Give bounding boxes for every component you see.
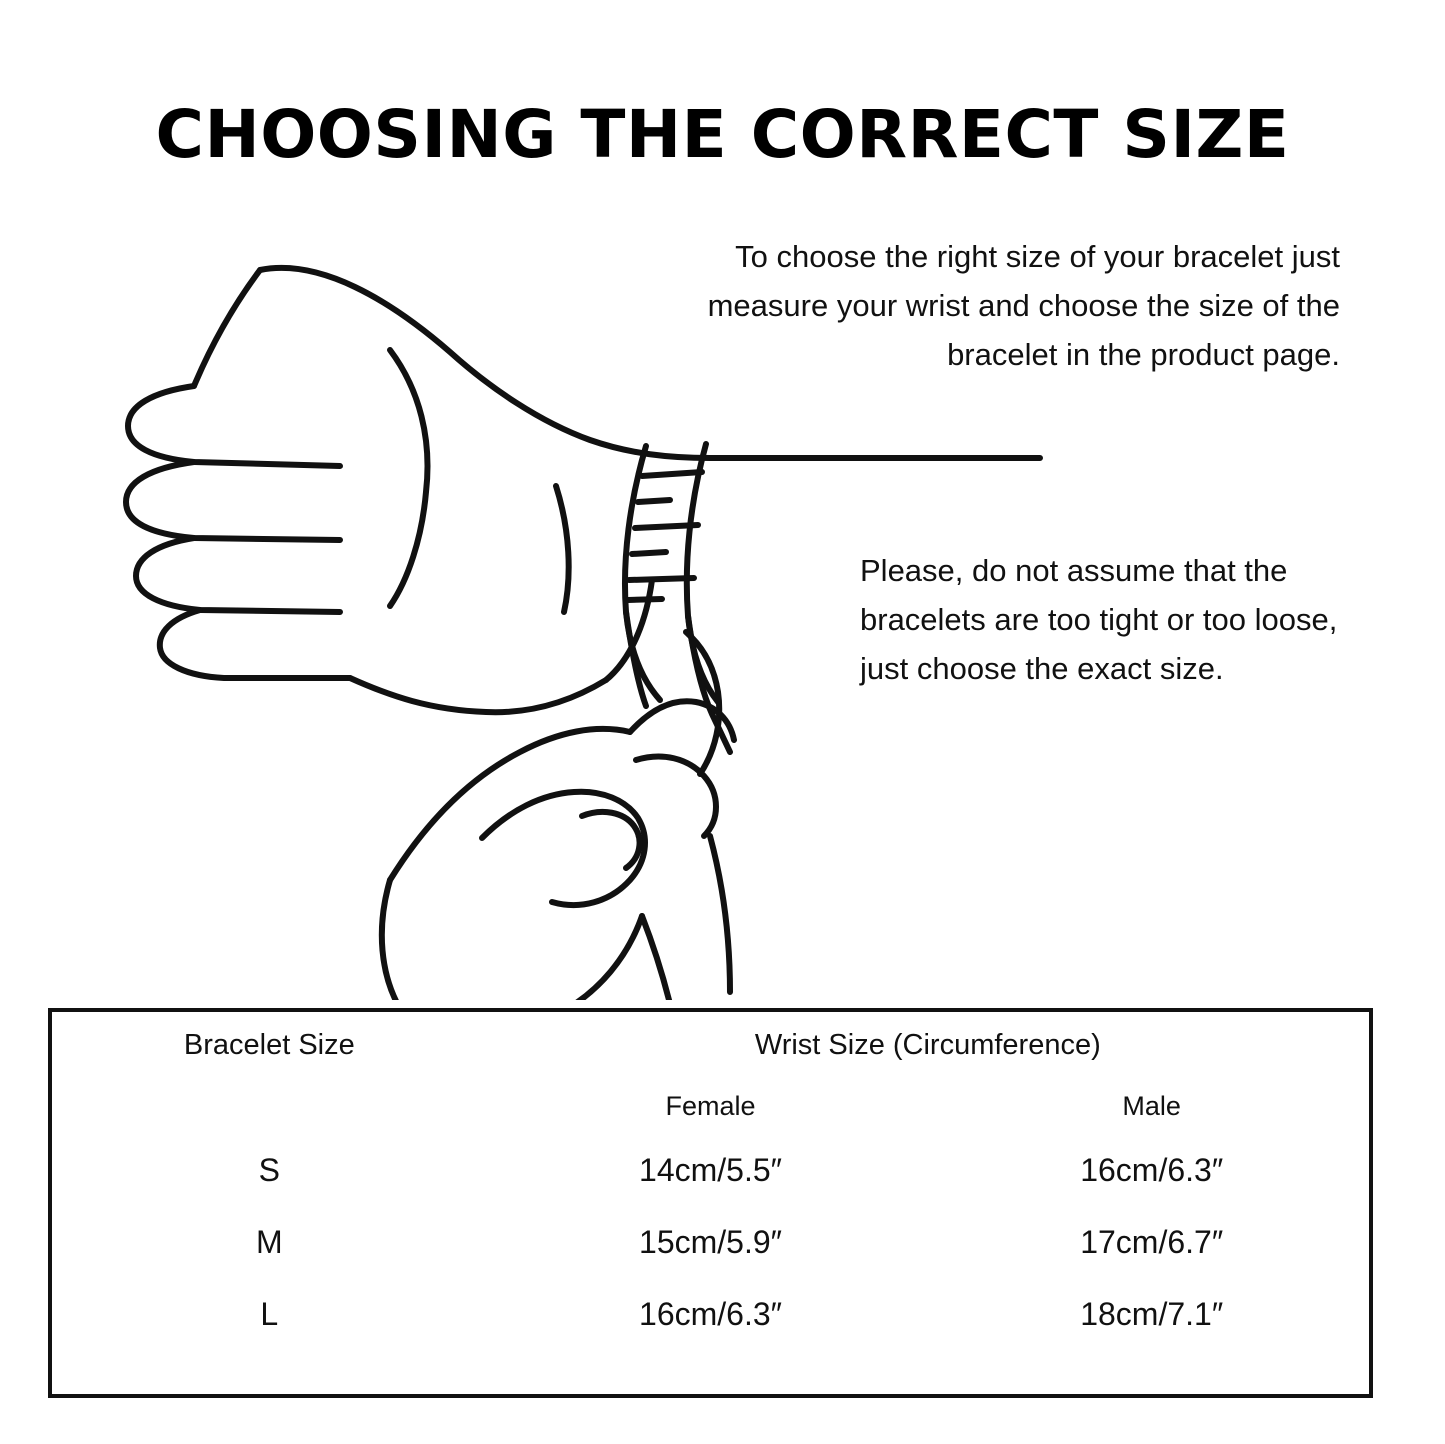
row-female: 16cm/6.3″ xyxy=(639,1295,782,1332)
intro-paragraph: To choose the right size of your bracelet just measure your wrist and choose the size of the bracelet in the product page. xyxy=(707,239,1340,372)
table-header-row xyxy=(52,1012,1369,1078)
table-row xyxy=(52,1134,1369,1206)
row-size: L xyxy=(260,1295,279,1332)
header-spacer xyxy=(52,1078,487,1134)
row-size: M xyxy=(255,1223,283,1260)
size-table-container xyxy=(48,1008,1373,1398)
row-size: S xyxy=(258,1151,280,1188)
table-row xyxy=(52,1278,1369,1350)
hand-with-measuring-tape-illustration xyxy=(90,240,1080,1000)
row-female: 15cm/5.9″ xyxy=(639,1223,782,1260)
row-male: 16cm/6.3″ xyxy=(1080,1151,1224,1188)
table-row xyxy=(52,1206,1369,1278)
note-paragraph: Please, do not assume that the bracelets are too tight or too loose, just choose the exact size. xyxy=(860,553,1338,686)
row-male: 17cm/6.7″ xyxy=(1080,1223,1224,1260)
size-table xyxy=(52,1012,1369,1350)
header-male: Male xyxy=(1122,1090,1181,1121)
header-wrist-size: Wrist Size (Circumference) xyxy=(754,1028,1101,1061)
row-female: 14cm/5.5″ xyxy=(639,1151,782,1188)
header-female: Female xyxy=(665,1090,756,1121)
table-subheader-row xyxy=(52,1078,1369,1134)
header-bracelet-size: Bracelet Size xyxy=(183,1028,355,1061)
page-title: CHOOSING THE CORRECT SIZE xyxy=(155,96,1290,173)
row-male: 18cm/7.1″ xyxy=(1080,1295,1224,1332)
